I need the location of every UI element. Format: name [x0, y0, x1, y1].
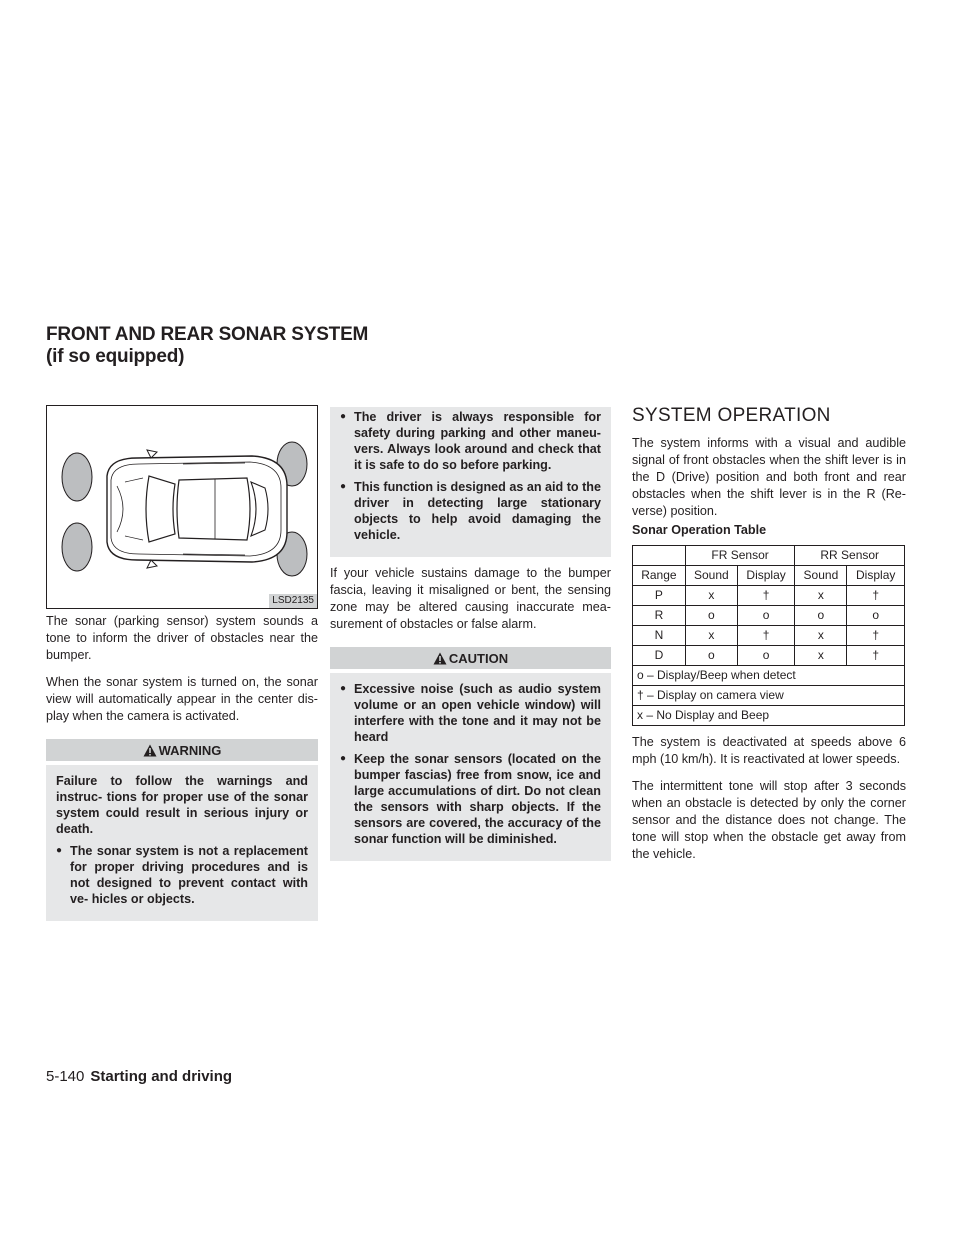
table-cell: † — [847, 646, 905, 666]
front-left-sensor-zone — [62, 453, 92, 501]
damage-paragraph: If your vehicle sustains damage to the bumper fascia, leaving it misaligned or bent, the sensing zone may be altered causing inaccurate mea- surement of obstacles or false alarm. — [330, 566, 611, 631]
page-footer — [46, 1068, 232, 1086]
warning-text: Failure to follow the warnings and instruc- tions for proper use of the sonar system could result in serious injury or death. — [56, 774, 308, 836]
table-legend-cell: † – Display on camera view — [633, 686, 905, 706]
table-cell: N — [633, 626, 686, 646]
table-cell: o — [685, 646, 737, 666]
caution-body — [330, 673, 611, 861]
table-cell: o — [737, 646, 795, 666]
warning-triangle-icon — [143, 744, 157, 757]
section-title-line2: (if so equipped) — [46, 346, 185, 367]
warning-header — [46, 739, 318, 761]
intro-paragraph-2: When the sonar system is turned on, the sonar view will automatically appear in the center dis- play when the camera is activated. — [46, 675, 318, 723]
table-empty-cell — [633, 546, 686, 566]
warning-continued-box — [330, 407, 611, 557]
rr-sensor-header: RR Sensor — [795, 546, 905, 566]
table-cell: x — [795, 586, 847, 606]
table-row — [633, 586, 905, 606]
system-operation-heading: SYSTEM OPERATION — [632, 405, 831, 426]
table-cell: x — [685, 626, 737, 646]
section-title — [46, 324, 368, 368]
table-cell: o — [795, 606, 847, 626]
fr-sensor-header: FR Sensor — [685, 546, 795, 566]
caution-box — [330, 647, 611, 861]
table-cell: P — [633, 586, 686, 606]
warning-box — [46, 739, 318, 921]
table-cell: x — [685, 586, 737, 606]
table-cell: o — [847, 606, 905, 626]
warning-body — [46, 765, 318, 921]
caution-header — [330, 647, 611, 669]
warning-bullet: ● The driver is always responsible for safety during parking and other maneu- vers. Always look around and check that it is safe to do so before parking. — [340, 409, 601, 473]
intro-paragraph-1: The sonar (parking sensor) system sounds a tone to inform the driver of obstacles near the bumper. — [46, 614, 318, 662]
system-operation-paragraph-2: The intermittent tone will stop after 3 seconds when an obstacle is detected by only the corner sensor and the distance does not change. The tone will stop when the obstacle get away from the vehicle. — [632, 779, 906, 861]
table-legend-row — [633, 666, 905, 686]
front-right-sensor-zone — [62, 523, 92, 571]
column-header: Sound — [795, 566, 847, 586]
table-legend-row — [633, 686, 905, 706]
column-header: Display — [847, 566, 905, 586]
column-header: Range — [633, 566, 686, 586]
warning-bullet-list-continued — [340, 409, 601, 543]
table-row — [633, 606, 905, 626]
caution-label: CAUTION — [448, 650, 509, 666]
table-row — [633, 626, 905, 646]
footer-section-name: Starting and driving — [90, 1068, 233, 1085]
figure-code: LSD2135 — [269, 594, 317, 608]
table-legend-row — [633, 706, 905, 726]
system-operation-paragraph-1: The system is deactivated at speeds above 6 mph (10 km/h). It is reactivated at lower speeds. — [632, 735, 906, 766]
warning-bullet: ● The sonar system is not a replacement for proper driving procedures and is not designed to prevent contact with ve- hicles or objects. — [56, 843, 308, 907]
column-2 — [330, 407, 611, 871]
page-number: 5-140 — [46, 1068, 85, 1085]
table-cell: D — [633, 646, 686, 666]
warning-label: WARNING — [158, 742, 222, 758]
table-cell: o — [737, 606, 795, 626]
table-cell: † — [847, 626, 905, 646]
table-cell: † — [847, 586, 905, 606]
warning-bullet-list — [56, 843, 308, 907]
caution-bullet: ● Keep the sonar sensors (located on the bumper fascias) free from snow, ice and large accumulations of dirt. Do not clean the sensors with sharp objects. If the sensors are covered, the accuracy of the sonar function will be diminished. — [340, 751, 601, 847]
sonar-operation-table — [632, 545, 905, 726]
column-header: Display — [737, 566, 795, 586]
caution-triangle-icon — [433, 652, 447, 665]
table-cell: x — [795, 626, 847, 646]
vehicle-sensor-figure — [46, 405, 318, 609]
warning-bullet: ● This function is designed as an aid to the driver in detecting large stationary objects to help avoid damaging the vehicle. — [340, 479, 601, 543]
column-header: Sound — [685, 566, 737, 586]
caution-bullet: ● Excessive noise (such as audio system volume or an open vehicle window) will interfere with the tone and it may not be heard — [340, 681, 601, 745]
caution-bullet-list — [340, 681, 601, 847]
table-legend-cell: x – No Display and Beep — [633, 706, 905, 726]
section-title-line1: FRONT AND REAR SONAR SYSTEM — [46, 324, 369, 345]
table-column-header-row — [633, 566, 905, 586]
table-group-header-row — [633, 546, 905, 566]
table-cell: R — [633, 606, 686, 626]
system-operation-intro: The system informs with a visual and audible signal of front obstacles when the shift lever is in the D (Drive) position and both front and rear obstacles when the shift lever is in the R (Re- verse) position. — [632, 436, 906, 518]
table-cell: o — [685, 606, 737, 626]
car-top-view-illustration — [47, 406, 317, 608]
table-title: Sonar Operation Table — [632, 523, 767, 537]
table-cell: † — [737, 586, 795, 606]
table-cell: x — [795, 646, 847, 666]
table-cell: † — [737, 626, 795, 646]
table-legend-cell: o – Display/Beep when detect — [633, 666, 905, 686]
column-3 — [632, 405, 906, 873]
column-1 — [46, 405, 318, 931]
table-row — [633, 646, 905, 666]
